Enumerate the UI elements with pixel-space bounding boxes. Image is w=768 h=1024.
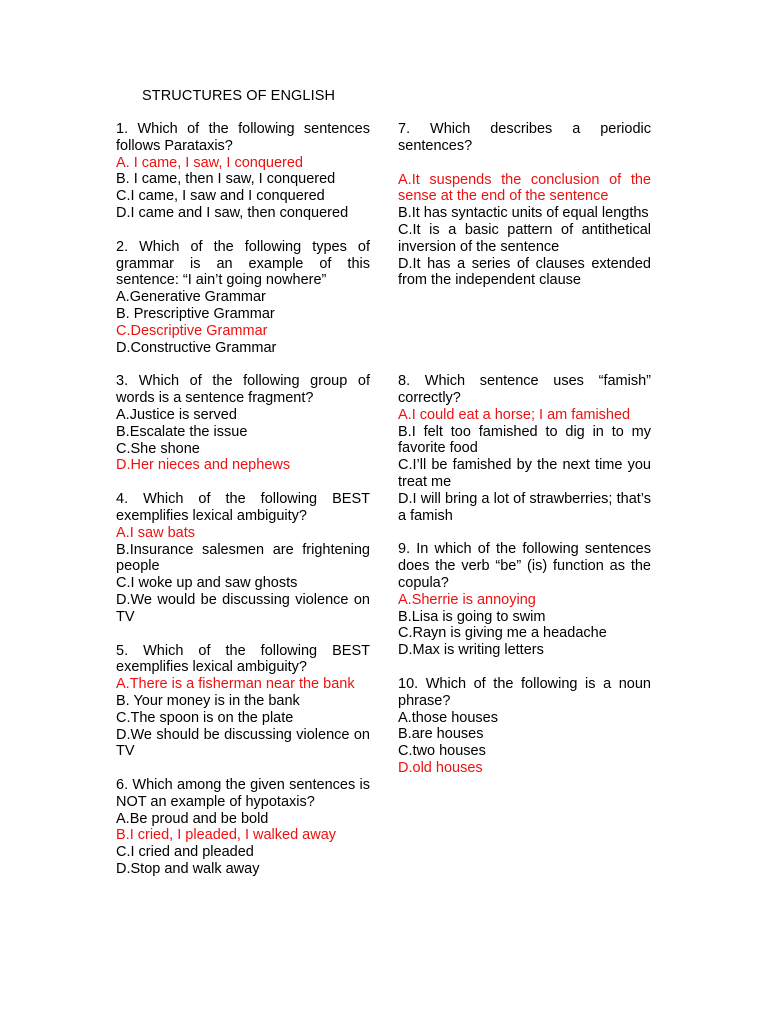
- answer-option: C.I’ll be famished by the next time you treat me: [398, 457, 651, 490]
- answer-option: A.those houses: [398, 709, 498, 726]
- question-stem: 9. In which of the following sentences does the verb “be” (is) function as the copula?: [398, 541, 651, 591]
- answer-option: C.I cried and pleaded: [116, 844, 254, 861]
- page-title: STRUCTURES OF ENGLISH: [142, 88, 336, 104]
- answer-option: B. I came, then I saw, I conquered: [116, 171, 336, 188]
- answer-option: D.I came and I saw, then conquered: [116, 204, 349, 221]
- question-1: [116, 121, 370, 222]
- answer-option: D.Stop and walk away: [116, 861, 260, 878]
- answer-option: C.I woke up and saw ghosts: [116, 575, 298, 592]
- answer-option: A.Generative Grammar: [116, 289, 266, 306]
- question-3: [116, 373, 370, 474]
- question-stem: 5. Which of the following BEST exemplifies lexical ambiguity?: [116, 642, 370, 676]
- question-9: [398, 541, 651, 659]
- answer-option: B.I felt too famished to dig in to my favorite food: [398, 423, 651, 457]
- question-8: [398, 373, 651, 524]
- answer-option: D.It has a series of clauses extended from the independent clause: [398, 255, 651, 289]
- answer-option: C.Rayn is giving me a headache: [398, 625, 607, 642]
- answer-option: B.are houses: [398, 726, 484, 743]
- answer-option: A.Justice is served: [116, 406, 237, 423]
- answer-option: B.Escalate the issue: [116, 423, 248, 440]
- question-stem: 7. Which describes a periodic sentences?: [398, 121, 651, 154]
- answer-option: C.It is a basic pattern of antithetical inversion of the sentence: [398, 221, 651, 255]
- question-stem: 8. Which sentence uses “famish” correctly?: [398, 373, 651, 406]
- answer-option: A.I could eat a horse; I am famished: [398, 406, 631, 423]
- answer-option: B. Prescriptive Grammar: [116, 305, 275, 322]
- answer-option: B.Lisa is going to swim: [398, 608, 546, 625]
- question-stem: 10. Which of the following is a noun phrase?: [398, 675, 651, 709]
- question-stem: 4. Which of the following BEST exemplifies lexical ambiguity?: [116, 491, 370, 524]
- answer-option: D.Constructive Grammar: [116, 339, 277, 356]
- question-stem: 1. Which of the following sentences follows Parataxis?: [116, 121, 370, 154]
- answer-option: B.It has syntactic units of equal lengths: [398, 205, 649, 222]
- answer-option: D.Her nieces and nephews: [116, 457, 291, 474]
- answer-option: A. I came, I saw, I conquered: [116, 154, 303, 171]
- answer-option: D.We would be discussing violence on TV: [116, 591, 370, 625]
- answer-option: D.I will bring a lot of strawberries; that’s a famish: [398, 490, 651, 524]
- answer-option: D.Max is writing letters: [398, 642, 544, 659]
- answer-option: A.Sherrie is annoying: [398, 591, 536, 608]
- answer-option: C.two houses: [398, 743, 486, 760]
- question-5: [116, 643, 370, 761]
- answer-option: C.Descriptive Grammar: [116, 322, 268, 339]
- answer-option: A.It suspends the conclusion of the sense at the end of the sentence: [398, 171, 651, 205]
- question-7: [398, 121, 651, 289]
- question-stem: 2. Which of the following types of grammar is an example of this sentence: “I ain’t going nowhere”: [116, 238, 370, 289]
- question-stem: 3. Which of the following group of words is a sentence fragment?: [116, 373, 370, 407]
- question-4: [116, 491, 370, 625]
- answer-option: C.The spoon is on the plate: [116, 709, 294, 726]
- answer-option: B.Insurance salesmen are frightening people: [116, 541, 370, 575]
- answer-option: A.I saw bats: [116, 524, 195, 541]
- question-6: [116, 777, 370, 878]
- answer-option: C.She shone: [116, 440, 200, 457]
- right-column: [398, 121, 651, 777]
- answer-option: A.Be proud and be bold: [116, 810, 269, 827]
- answer-option: A.There is a fisherman near the bank: [116, 676, 355, 693]
- question-2: [116, 239, 370, 357]
- question-10: [398, 676, 651, 777]
- answer-option: D.old houses: [398, 759, 483, 776]
- answer-option: B.I cried, I pleaded, I walked away: [116, 827, 337, 844]
- left-column: [116, 121, 370, 878]
- question-stem: 6. Which among the given sentences is NOT an example of hypotaxis?: [116, 777, 370, 810]
- answer-option: C.I came, I saw and I conquered: [116, 188, 325, 205]
- answer-option: D.We should be discussing violence on TV: [116, 726, 370, 760]
- answer-option: B. Your money is in the bank: [116, 692, 300, 709]
